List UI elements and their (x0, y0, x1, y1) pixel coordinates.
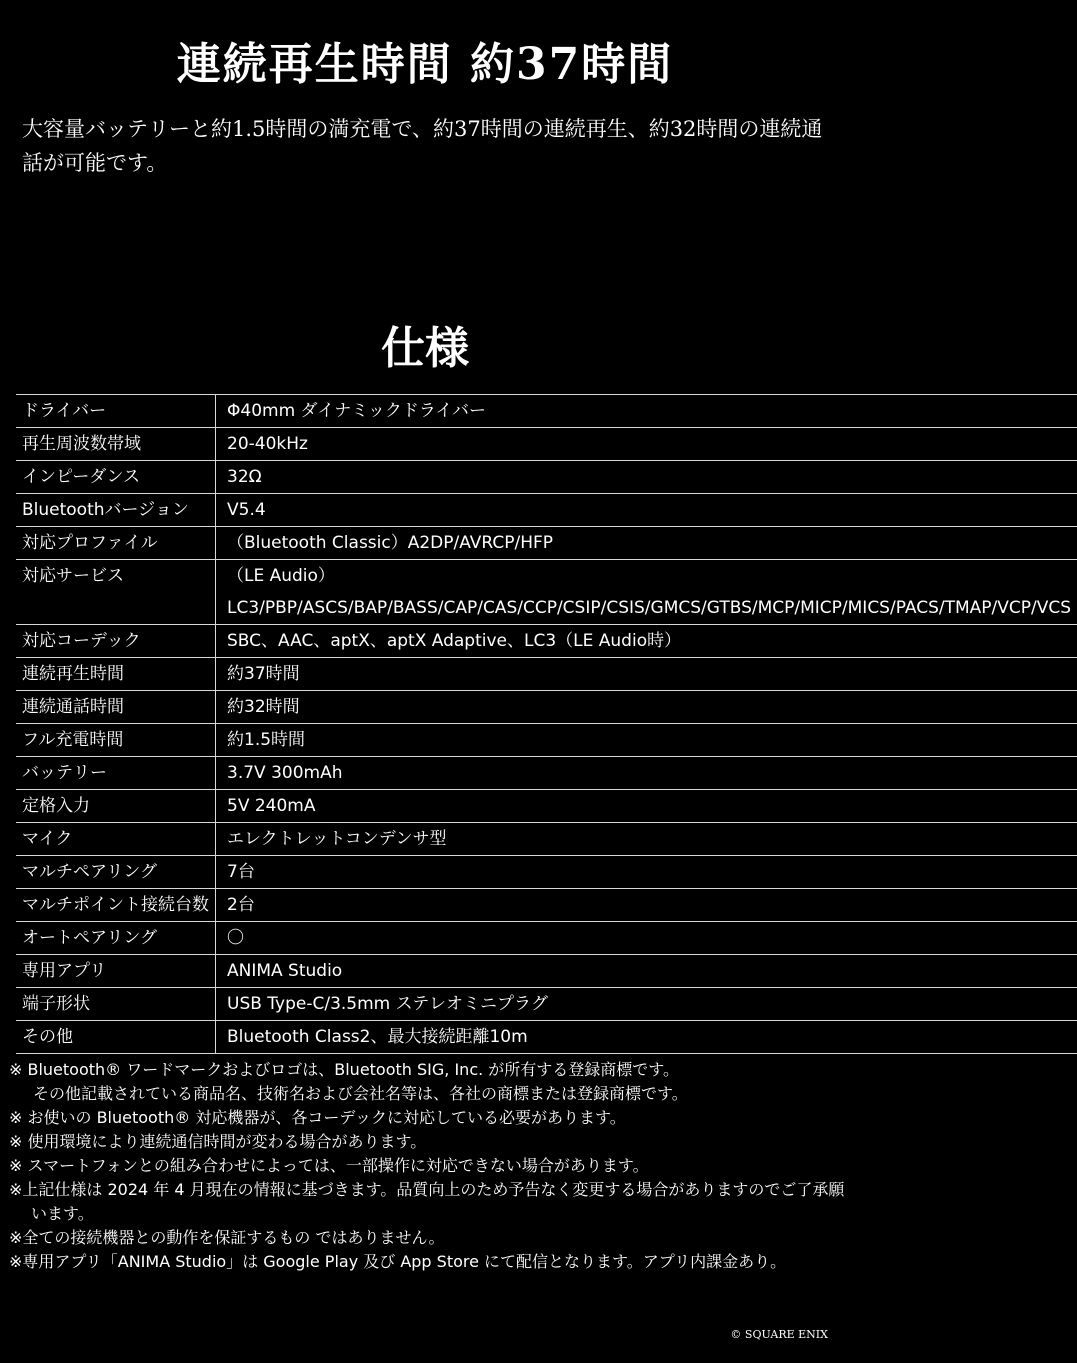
copyright: © SQUARE ENIX (730, 1328, 828, 1341)
footnote-smartphone: ※ スマートフォンとの組み合わせによっては、一部操作に対応できない場合があります。 (9, 1156, 649, 1175)
spec-label: 専用アプリ (16, 955, 216, 988)
footnotes (9, 1058, 845, 1274)
spec-value: V5.4 (216, 494, 1077, 527)
table-row (16, 790, 1077, 823)
section-title: 連続再生時間 約37時間 (176, 39, 674, 90)
table-row (16, 428, 1077, 461)
spec-label: その他 (16, 1021, 216, 1054)
table-row (16, 494, 1077, 527)
spec-value: 32Ω (216, 461, 1077, 494)
table-row (16, 395, 1077, 428)
spec-label: 対応コーデック (16, 625, 216, 658)
spec-label: インピーダンス (16, 461, 216, 494)
spec-value: 20-40kHz (216, 428, 1077, 461)
table-row (16, 955, 1077, 988)
spec-value: USB Type-C/3.5mm ステレオミニプラグ (216, 988, 1077, 1021)
spec-label: ドライバー (16, 395, 216, 428)
spec-value: 7台 (216, 856, 1077, 889)
footnote-codec: ※ お使いの Bluetooth® 対応機器が、各コーデックに対応している必要があります。 (9, 1108, 626, 1127)
footnote-compatibility: ※全ての接続機器との動作を保証するもの ではありません。 (9, 1228, 445, 1247)
spec-heading: 仕様 (381, 323, 469, 374)
spec-label: バッテリー (16, 757, 216, 790)
spec-value: 〇 (216, 922, 1077, 955)
spec-value: 3.7V 300mAh (216, 757, 1077, 790)
spec-value: （LE Audio）LC3/PBP/ASCS/BAP/BASS/CAP/CAS/CCP/CSIP/CSIS/GMCS/GTBS/MCP/MICP/MICS/PACS/TMAP/VCP/VCS (216, 560, 1077, 625)
footnote-trademark-continued: その他記載されている商品名、技術名および会社名等は、各社の商標または登録商標です。 (33, 1084, 688, 1103)
spec-value: ANIMA Studio (216, 955, 1077, 988)
spec-value: エレクトレットコンデンサ型 (216, 823, 1077, 856)
table-row (16, 560, 1077, 625)
table-row (16, 757, 1077, 790)
spec-label: マルチポイント接続台数 (16, 889, 216, 922)
spec-value: Φ40mm ダイナミックドライバー (216, 395, 1077, 428)
spec-label: オートペアリング (16, 922, 216, 955)
spec-label: 再生周波数帯域 (16, 428, 216, 461)
battery-description: 大容量バッテリーと約1.5時間の満充電で、約37時間の連続再生、約32時間の連続通話が可能です。 (22, 117, 823, 175)
spec-value: 約1.5時間 (216, 724, 1077, 757)
spec-value: 5V 240mA (216, 790, 1077, 823)
spec-label: 連続通話時間 (16, 691, 216, 724)
table-row (16, 691, 1077, 724)
table-row (16, 856, 1077, 889)
footnote-app: ※専用アプリ「ANIMA Studio」は Google Play 及び App Store にて配信となります。アプリ内課金あり。 (9, 1252, 787, 1271)
spec-label: 対応プロファイル (16, 527, 216, 560)
table-row (16, 724, 1077, 757)
spec-label: 定格入力 (16, 790, 216, 823)
table-row (16, 461, 1077, 494)
table-row (16, 625, 1077, 658)
spec-value: SBC、AAC、aptX、aptX Adaptive、LC3（LE Audio時） (216, 625, 1077, 658)
spec-label: マイク (16, 823, 216, 856)
table-row (16, 658, 1077, 691)
spec-label: マルチペアリング (16, 856, 216, 889)
table-row (16, 823, 1077, 856)
spec-label: 端子形状 (16, 988, 216, 1021)
spec-table (16, 394, 1077, 1054)
footnote-spec-date: ※上記仕様は 2024 年 4 月現在の情報に基づきます。品質向上のため予告なく変更する場合がありますのでご了承願います。 (9, 1180, 845, 1223)
spec-label: 連続再生時間 (16, 658, 216, 691)
spec-value: 約32時間 (216, 691, 1077, 724)
table-row (16, 922, 1077, 955)
table-row (16, 1021, 1077, 1054)
spec-value: （Bluetooth Classic）A2DP/AVRCP/HFP (216, 527, 1077, 560)
footnote-call-time: ※ 使用環境により連続通信時間が変わる場合があります。 (9, 1132, 427, 1151)
footnote-trademark: ※ Bluetooth® ワードマークおよびロゴは、Bluetooth SIG, Inc. が所有する登録商標です。 (9, 1060, 680, 1079)
table-row (16, 988, 1077, 1021)
spec-label: 対応サービス (16, 560, 216, 625)
spec-value: Bluetooth Class2、最大接続距離10m (216, 1021, 1077, 1054)
table-row (16, 527, 1077, 560)
table-row (16, 889, 1077, 922)
spec-label: フル充電時間 (16, 724, 216, 757)
spec-value: 2台 (216, 889, 1077, 922)
spec-label: Bluetoothバージョン (16, 494, 216, 527)
spec-value: 約37時間 (216, 658, 1077, 691)
